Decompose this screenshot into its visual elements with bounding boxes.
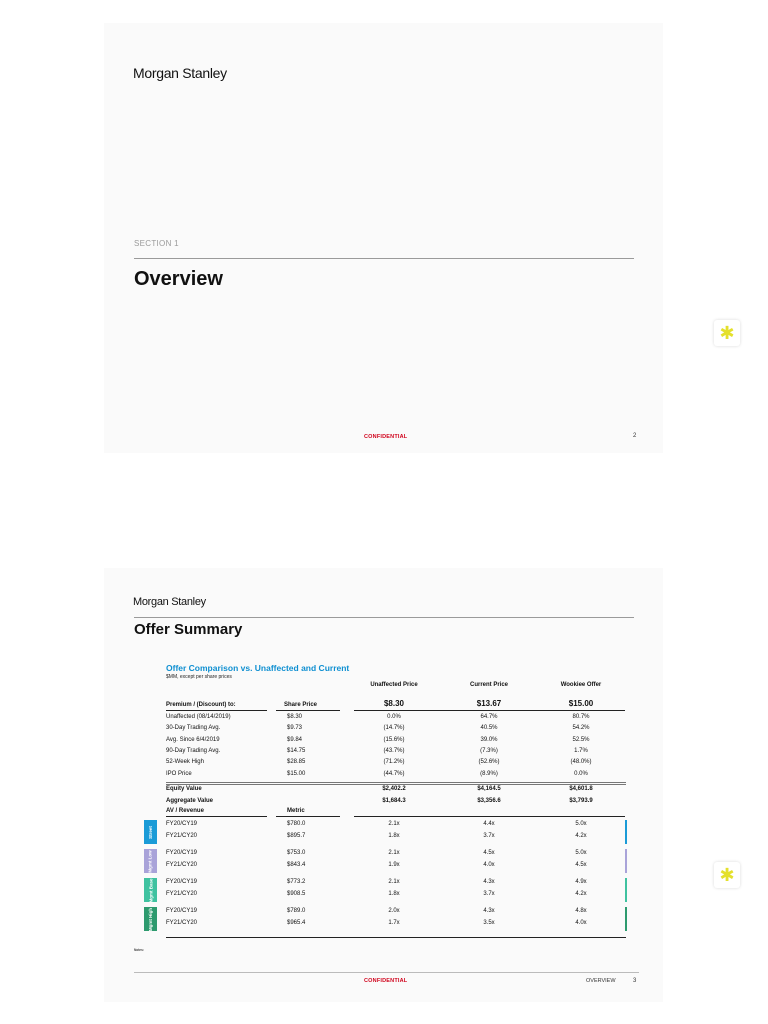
case-bar — [625, 820, 627, 844]
section-divider — [134, 258, 634, 259]
current-header: Current Price — [469, 682, 508, 688]
metric-cell: $773.2 — [287, 879, 306, 885]
metric-cell: $908.5 — [287, 890, 306, 897]
row-label: Unaffected (08/14/2019) — [166, 714, 231, 720]
wookiee-cell: 5.0x — [575, 850, 587, 856]
unaffected-cell: 2.1x — [388, 821, 400, 827]
confidential-label: CONFIDENTIAL — [364, 978, 408, 984]
row-label: 52-Week High — [166, 759, 204, 766]
current-cell: (7.3%) — [480, 747, 498, 754]
divider — [166, 782, 626, 783]
header-underline — [276, 816, 340, 817]
wookiee-cell: 52.5% — [572, 736, 590, 743]
wookiee-cell: 0.0% — [574, 770, 588, 777]
footer-rule — [134, 972, 639, 973]
footnotes — [134, 948, 654, 952]
metric-cell: $843.4 — [287, 861, 306, 868]
page-title: Offer Summary — [134, 621, 243, 638]
current-cell: 4.5x — [483, 850, 495, 856]
unaffected-cell: $2,402.2 — [382, 786, 406, 792]
row-label: FY21/CY20 — [166, 919, 198, 926]
wookiee-cell: 4.9x — [575, 879, 587, 885]
row-label: FY20/CY19 — [166, 879, 198, 885]
av-revenue-header: AV / Revenue — [166, 808, 204, 814]
share-price-cell: $9.84 — [287, 736, 303, 743]
wookiee-cell: $3,793.9 — [569, 797, 593, 804]
current-cell: 4.3x — [483, 908, 495, 914]
page-title: Overview — [134, 268, 223, 290]
case-bar — [625, 849, 627, 873]
sparkle-icon[interactable]: ✱ — [714, 862, 740, 888]
unaffected-cell: 2.1x — [388, 879, 400, 885]
row-label: IPO Price — [166, 770, 192, 777]
current-cell: 3.5x — [483, 919, 495, 926]
row-label: FY20/CY19 — [166, 850, 198, 856]
unaffected-header: Unaffected Price — [370, 682, 418, 688]
page-number: 2 — [633, 433, 637, 439]
current-cell: $4,164.5 — [477, 786, 501, 792]
title-divider — [134, 617, 634, 618]
current-cell: 39.0% — [480, 736, 498, 743]
value-label: Aggregate Value — [166, 797, 214, 804]
wookiee-header: Wookiee Offer — [560, 682, 602, 688]
current-cell: $3,356.6 — [477, 797, 501, 804]
metric-cell: $780.0 — [287, 821, 306, 827]
unaffected-cell: 1.8x — [388, 890, 400, 897]
row-label: FY20/CY19 — [166, 821, 198, 827]
unaffected-cell: 2.1x — [388, 850, 400, 856]
case-tag — [144, 878, 157, 902]
row-label: FY21/CY20 — [166, 890, 198, 897]
current-cell: 4.3x — [483, 879, 495, 885]
wookiee-cell: 54.2% — [572, 725, 590, 732]
wookiee-cell: 4.0x — [575, 919, 587, 926]
metric-cell: $965.4 — [287, 919, 306, 926]
row-label: FY20/CY19 — [166, 908, 198, 914]
unaffected-cell: 1.7x — [388, 919, 400, 926]
unaffected-cell: 1.8x — [388, 832, 400, 839]
metric-header: Metric — [287, 808, 305, 814]
row-label: Avg. Since 6/4/2019 — [166, 736, 220, 743]
header-underline — [354, 710, 625, 711]
wookiee-cell: $4,601.8 — [569, 786, 593, 792]
page-number: 3 — [633, 978, 637, 984]
wookiee-cell: 1.7% — [574, 747, 588, 754]
unaffected-price: $8.30 — [383, 699, 405, 708]
slide-overview-page — [104, 23, 663, 453]
wookiee-offer-price: $15.00 — [568, 699, 594, 708]
case-bar — [625, 907, 627, 931]
case-tag — [144, 907, 157, 931]
case-tag — [144, 849, 157, 873]
unaffected-cell: (71.2%) — [383, 759, 405, 766]
current-cell: (8.9%) — [480, 770, 498, 777]
share-price-cell: $28.85 — [287, 759, 306, 766]
current-cell: 4.4x — [483, 821, 495, 827]
case-tag-label: Street — [147, 825, 153, 839]
current-cell: (52.6%) — [478, 759, 500, 766]
unaffected-cell: (43.7%) — [383, 747, 405, 754]
header-underline — [166, 710, 267, 711]
metric-cell: $789.0 — [287, 908, 306, 914]
unaffected-cell: $1,684.3 — [382, 797, 406, 804]
row-label: 30-Day Trading Avg. — [166, 725, 221, 732]
divider — [166, 784, 626, 785]
header-underline — [276, 710, 340, 711]
share-price-cell: $14.75 — [287, 747, 306, 754]
share-price-cell: $15.00 — [287, 770, 306, 777]
share-price-header: Share Price — [284, 702, 318, 708]
row-label: FY21/CY20 — [166, 861, 198, 868]
unaffected-cell: 1.9x — [388, 861, 400, 868]
metric-cell: $895.7 — [287, 832, 306, 839]
wookiee-cell: (48.0%) — [570, 759, 592, 766]
current-cell: 4.0x — [483, 861, 495, 868]
share-price-cell: $9.73 — [287, 725, 303, 732]
notes-title: Notes: — [134, 948, 144, 952]
unaffected-cell: 2.0x — [388, 908, 400, 914]
row-label: FY21/CY20 — [166, 832, 198, 839]
case-tag-label: Mgmt High — [148, 907, 153, 931]
unaffected-cell: (14.7%) — [383, 725, 405, 732]
slide-offer-summary-page — [104, 568, 663, 1002]
metric-cell: $753.0 — [287, 850, 306, 856]
morgan-stanley-logo: Morgan Stanley — [133, 596, 206, 608]
sparkle-icon[interactable]: ✱ — [714, 320, 740, 346]
wookiee-cell: 4.2x — [575, 832, 587, 839]
table-title: Offer Comparison vs. Unaffected and Current — [166, 663, 350, 673]
footer-section: OVERVIEW — [586, 978, 616, 984]
header-underline — [354, 816, 625, 817]
current-cell: 64.7% — [480, 714, 498, 720]
premium-header: Premium / (Discount) to: — [166, 702, 236, 708]
unaffected-cell: (15.6%) — [383, 736, 405, 743]
section-label: SECTION 1 — [134, 239, 179, 248]
morgan-stanley-logo: Morgan Stanley — [133, 65, 227, 81]
share-price-cell: $8.30 — [287, 714, 303, 720]
wookiee-cell: 4.8x — [575, 908, 587, 914]
unaffected-cell: (44.7%) — [383, 770, 405, 777]
wookiee-cell: 5.0x — [575, 821, 587, 827]
case-bar — [625, 878, 627, 902]
current-cell: 3.7x — [483, 832, 495, 839]
table-bottom-rule — [166, 937, 626, 938]
case-tag-label: Mgmt Base — [148, 877, 154, 903]
case-tag-label: Mgmt Low — [148, 849, 153, 873]
value-label: Equity Value — [166, 786, 202, 792]
wookiee-cell: 4.5x — [575, 861, 587, 868]
case-tag — [144, 820, 157, 844]
current-cell: 40.5% — [480, 725, 498, 732]
header-underline — [166, 816, 267, 817]
row-label: 90-Day Trading Avg. — [166, 747, 221, 754]
current-price: $13.67 — [476, 699, 502, 708]
wookiee-cell: 80.7% — [572, 714, 590, 720]
unaffected-cell: 0.0% — [387, 714, 401, 720]
current-cell: 3.7x — [483, 890, 495, 897]
confidential-label: CONFIDENTIAL — [364, 434, 408, 440]
wookiee-cell: 4.2x — [575, 890, 587, 897]
table-subtitle: $MM, except per share prices — [166, 674, 232, 680]
